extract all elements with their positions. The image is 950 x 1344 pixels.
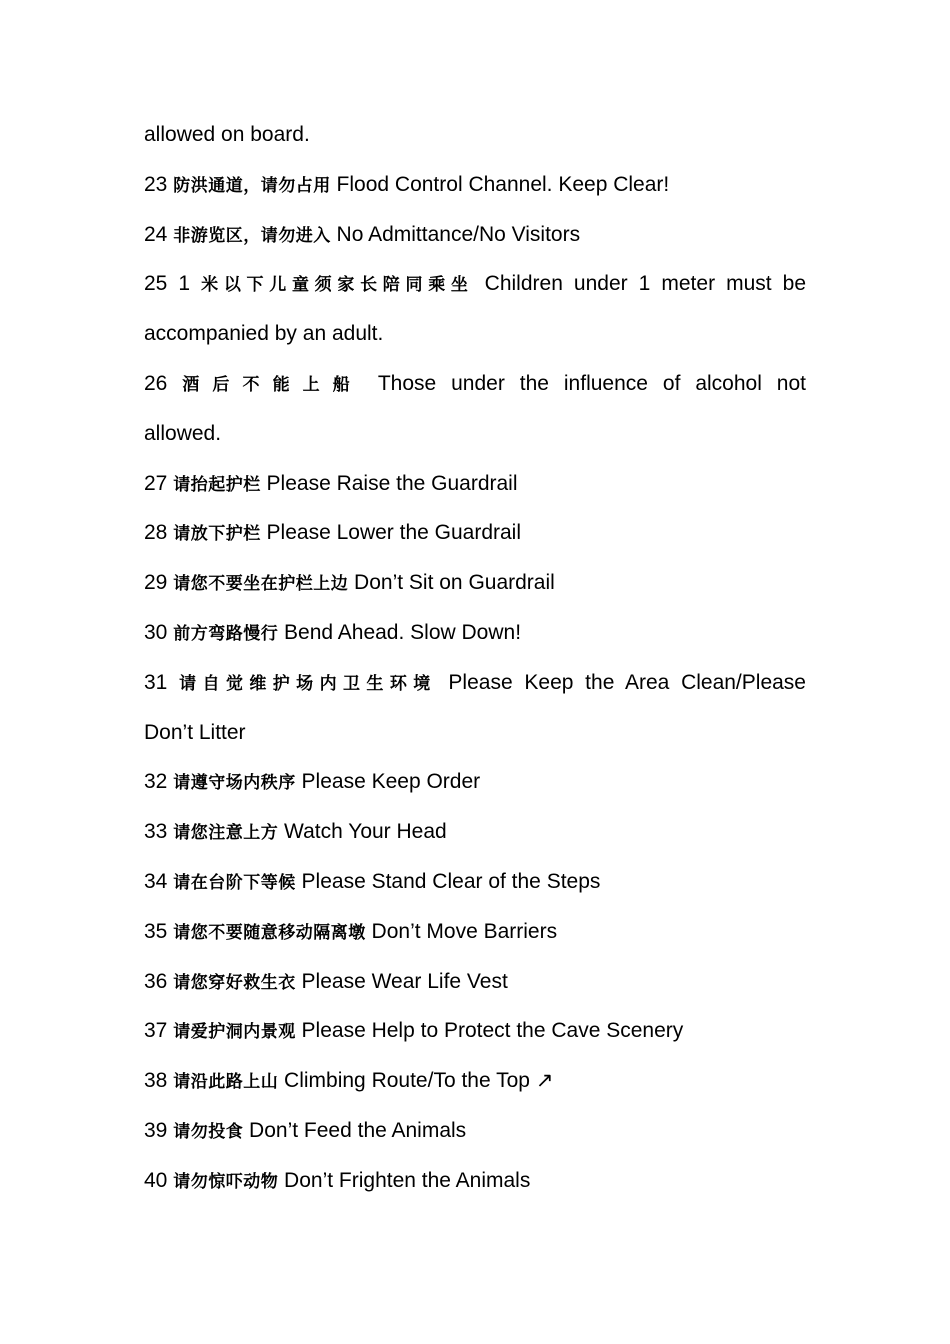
sign-item-34 <box>144 857 806 907</box>
text-line <box>144 110 806 160</box>
english-text: No Admittance/No Visitors <box>336 222 581 246</box>
sign-item-33 <box>144 807 806 857</box>
item-number: 25 1 <box>144 272 191 296</box>
sign-item-31 <box>144 658 806 708</box>
item-number: 27 <box>144 471 168 495</box>
item-number: 31 <box>144 670 168 694</box>
english-text: Please Wear Life Vest <box>301 969 508 993</box>
sign-item-30 <box>144 608 806 658</box>
english-text: Don’t Frighten the Animals <box>284 1168 531 1192</box>
item-number: 37 <box>144 1019 168 1043</box>
item-number: 32 <box>144 770 168 794</box>
chinese-text: 请您穿好救生衣 <box>173 972 296 993</box>
english-text: Bend Ahead. Slow Down! <box>284 620 522 644</box>
english-text: Climbing Route/To the Top <box>284 1069 530 1093</box>
sign-item-27 <box>144 459 806 509</box>
english-text: Please Raise the Guardrail <box>266 471 518 495</box>
sign-item-28 <box>144 508 806 558</box>
english-text: Watch Your Head <box>284 820 447 844</box>
item-number: 23 <box>144 172 168 196</box>
sign-item-37 <box>144 1006 806 1056</box>
chinese-text: 请勿投食 <box>173 1121 244 1142</box>
english-text: Children under 1 meter must be <box>484 272 807 296</box>
sign-item-35 <box>144 907 806 957</box>
item-number: 30 <box>144 620 168 644</box>
english-text: Please Keep Order <box>301 770 481 794</box>
item-number: 39 <box>144 1118 168 1142</box>
sign-item-39 <box>144 1106 806 1156</box>
chinese-text: 请您注意上方 <box>173 823 279 844</box>
item-number: 26 <box>144 371 168 395</box>
item-number: 24 <box>144 222 168 246</box>
line-text: accompanied by an adult. <box>144 322 384 346</box>
sign-item-36 <box>144 957 806 1007</box>
text-line <box>144 409 806 459</box>
sign-item-40 <box>144 1156 806 1206</box>
english-text: Don’t Move Barriers <box>371 919 558 943</box>
item-number: 29 <box>144 571 168 595</box>
line-text: allowed. <box>144 421 222 445</box>
item-number: 40 <box>144 1168 168 1192</box>
sign-item-23 <box>144 160 806 210</box>
chinese-text: 米以下儿童须家长陪同乘坐 <box>201 275 474 296</box>
sign-item-24 <box>144 210 806 260</box>
chinese-text: 请抬起护栏 <box>173 474 261 495</box>
english-text: Don’t Sit on Guardrail <box>354 571 555 595</box>
chinese-text: 请您不要随意移动隔离墩 <box>173 922 366 943</box>
chinese-text: 请勿惊吓动物 <box>173 1171 279 1192</box>
item-number: 38 <box>144 1069 168 1093</box>
sign-item-29 <box>144 558 806 608</box>
sign-item-25 <box>144 259 806 309</box>
english-text: Don’t Feed the Animals <box>249 1118 467 1142</box>
english-text: Please Lower the Guardrail <box>266 521 522 545</box>
chinese-text: 请放下护栏 <box>173 524 261 545</box>
english-text: Flood Control Channel. Keep Clear! <box>336 172 670 196</box>
sign-item-38 <box>144 1056 806 1106</box>
chinese-text: 请您不要坐在护栏上边 <box>173 574 349 595</box>
chinese-text: 前方弯路慢行 <box>173 623 279 644</box>
chinese-text: 请爱护洞内景观 <box>173 1022 296 1043</box>
english-text: Those under the influence of alcohol not <box>377 371 807 395</box>
sign-item-32 <box>144 757 806 807</box>
item-number: 33 <box>144 820 168 844</box>
chinese-text: 防洪通道，请勿占用 <box>173 175 331 196</box>
text-line <box>144 309 806 359</box>
english-text: Please Stand Clear of the Steps <box>301 869 601 893</box>
sign-item-26 <box>144 359 806 409</box>
item-number: 34 <box>144 869 168 893</box>
item-number: 28 <box>144 521 168 545</box>
english-text: Please Help to Protect the Cave Scenery <box>301 1019 684 1043</box>
item-number: 36 <box>144 969 168 993</box>
english-text: Please Keep the Area Clean/Please <box>448 670 806 694</box>
chinese-text: 非游览区，请勿进入 <box>173 225 331 246</box>
line-text: allowed on board. <box>144 123 310 146</box>
document-page <box>144 110 806 1206</box>
arrow-up-right-icon: ↗ <box>535 1069 554 1093</box>
chinese-text: 请沿此路上山 <box>173 1072 279 1093</box>
line-text: Don’t Litter <box>144 720 246 744</box>
chinese-text: 请遵守场内秩序 <box>173 773 296 794</box>
item-number: 35 <box>144 919 168 943</box>
text-line <box>144 708 806 758</box>
chinese-text: 酒后不能上船 <box>182 374 363 395</box>
chinese-text: 请自觉维护场内卫生环境 <box>179 673 437 694</box>
chinese-text: 请在台阶下等候 <box>173 872 296 893</box>
